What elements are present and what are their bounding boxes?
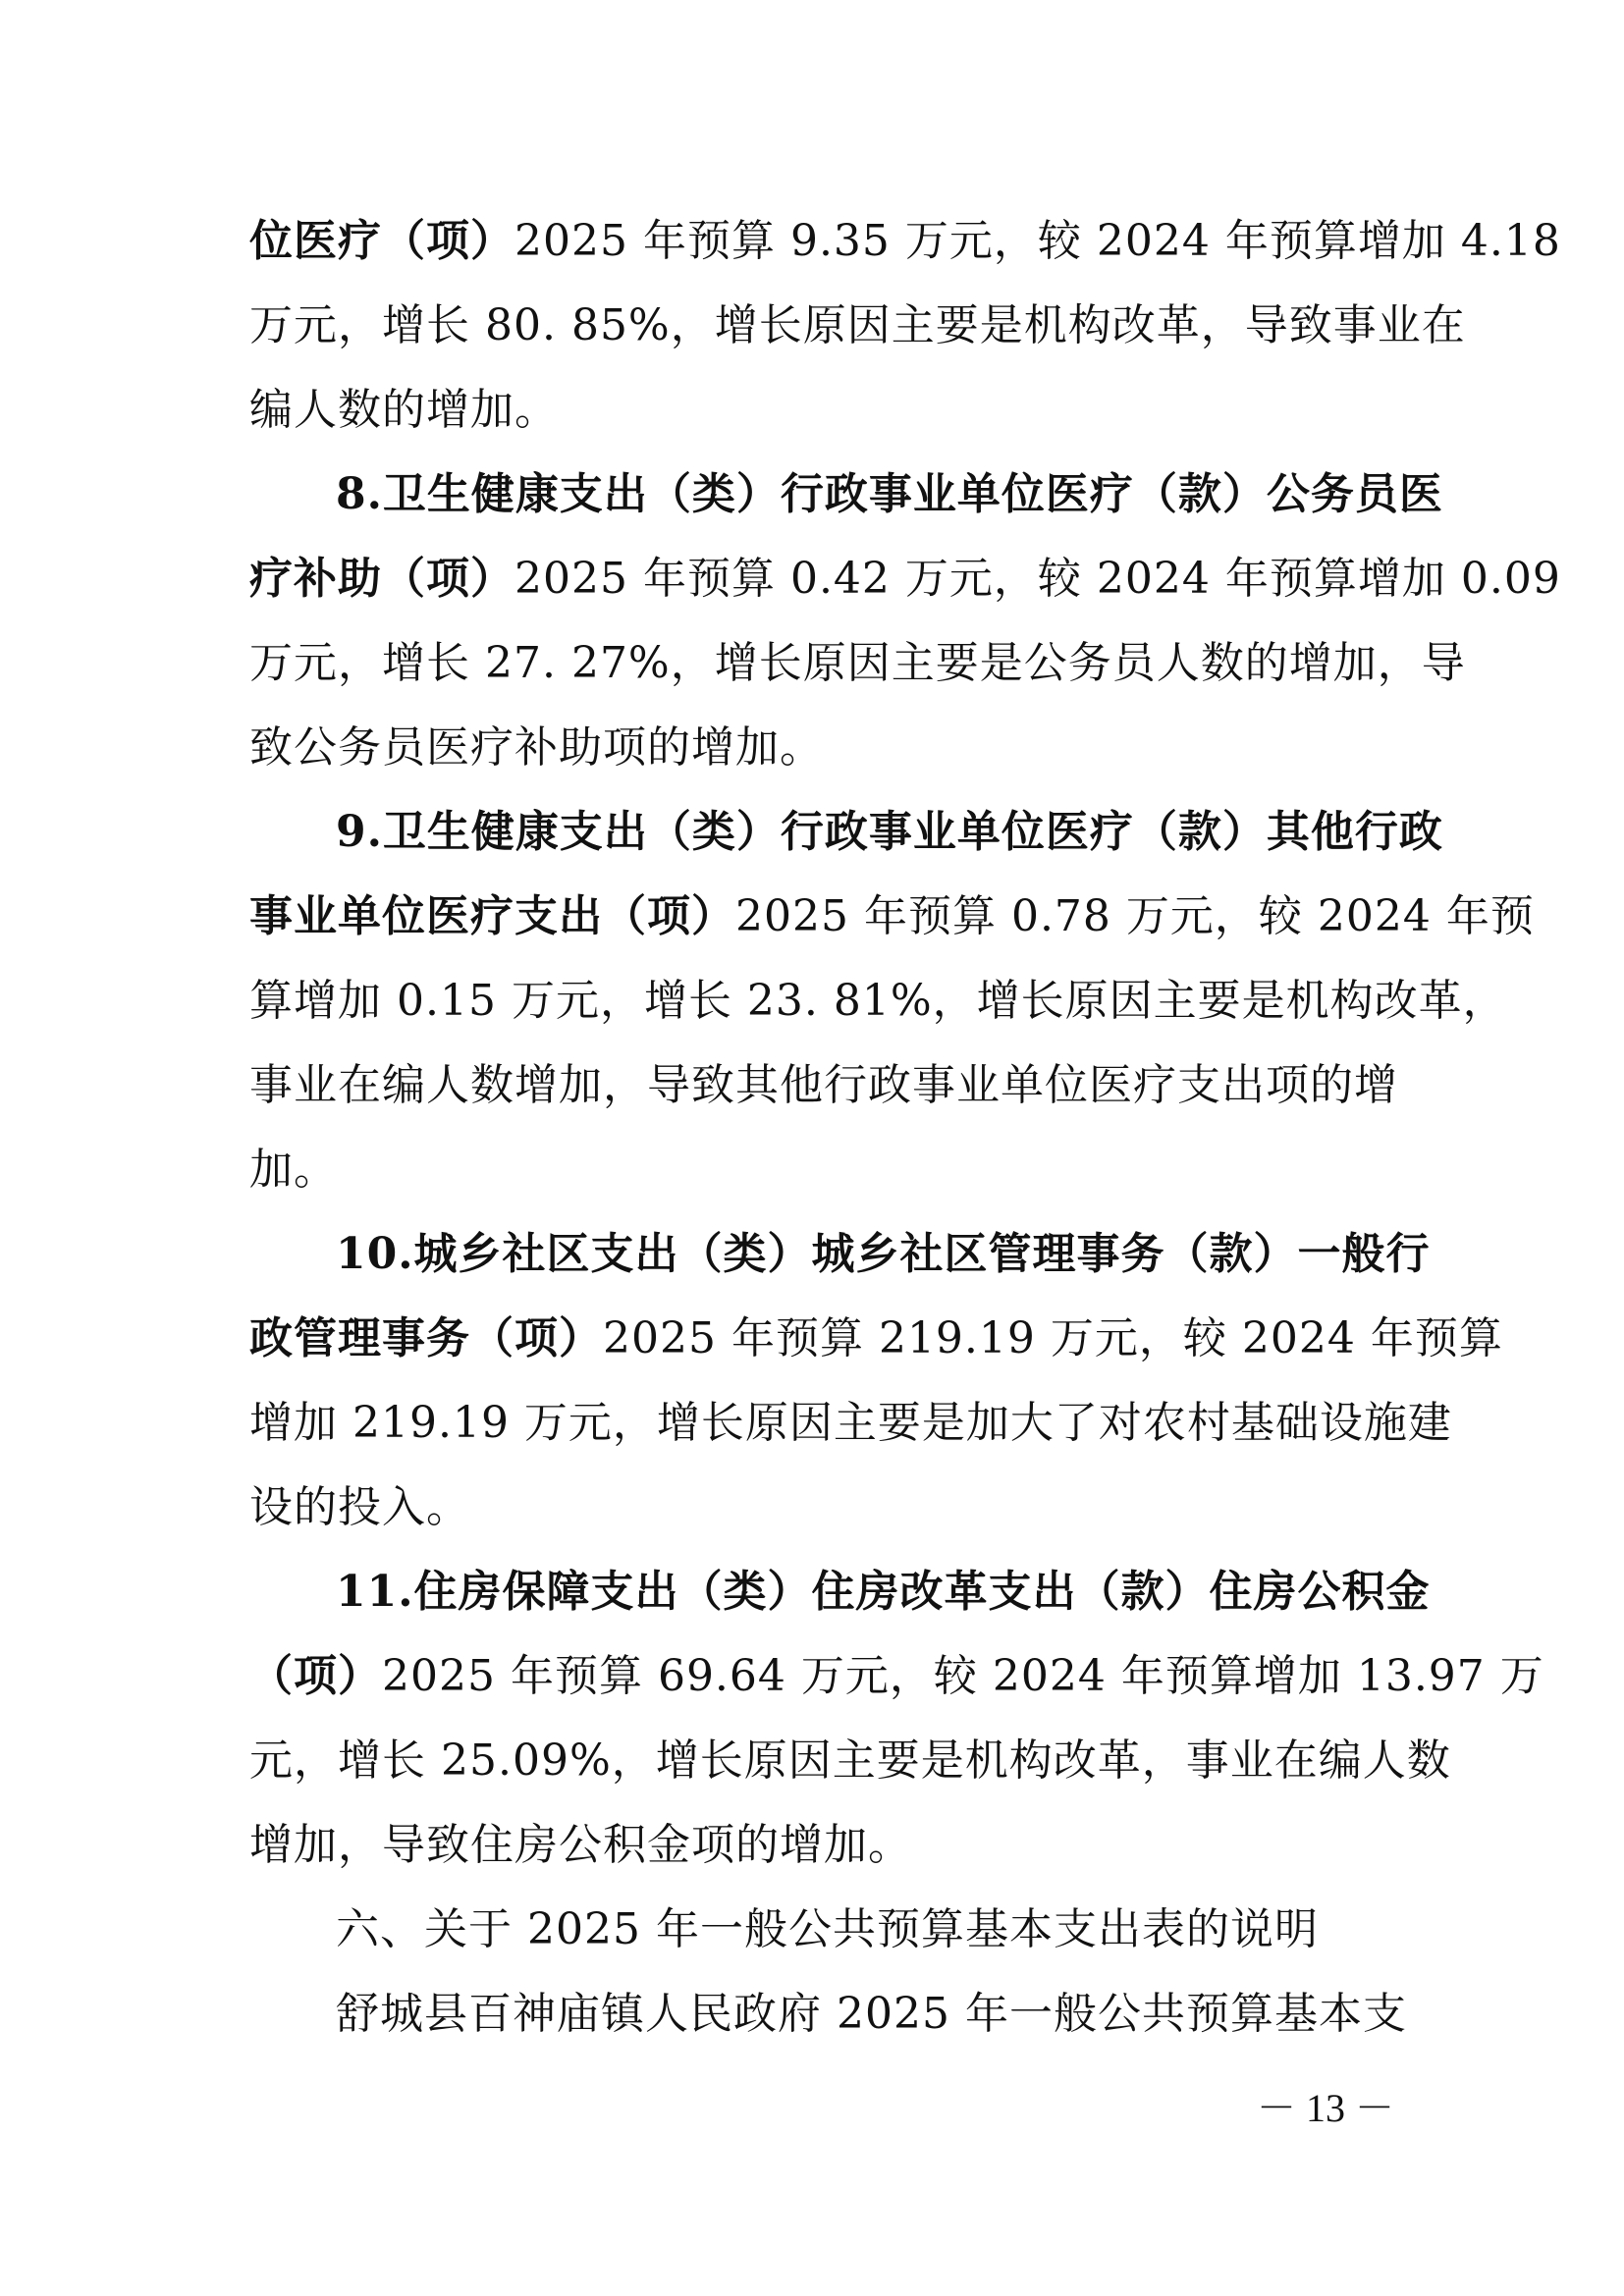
bold-heading-text: 疗补助（项）	[249, 554, 514, 604]
body-text: 2025 年预算 0.78 万元，较 2024 年预	[735, 891, 1535, 941]
body-text: 增加，导致住房公积金项的增加。	[249, 1820, 912, 1870]
text-line	[249, 1816, 1388, 1875]
body-text: 编人数的增加。	[249, 385, 559, 435]
text-line	[336, 803, 1443, 862]
text-line	[249, 1141, 1388, 1200]
body-text: 2025 年预算 219.19 万元，较 2024 年预算	[603, 1313, 1503, 1363]
body-text: 六、关于 2025 年一般公共预算基本支出表的说明	[336, 1904, 1319, 1954]
text-line	[249, 212, 1561, 271]
text-line	[249, 550, 1561, 609]
bold-heading-text: 10.城乡社区支出（类）城乡社区管理事务（款）一般行	[336, 1229, 1431, 1279]
text-line	[336, 465, 1443, 524]
body-text: 算增加 0.15 万元，增长 23. 81%，增长原因主要是机构改革，	[249, 976, 1507, 1026]
text-line	[249, 381, 1388, 440]
body-text: 2025 年预算 9.35 万元，较 2024 年预算增加 4.18	[514, 216, 1561, 266]
body-text: 事业在编人数增加，导致其他行政事业单位医疗支出项的增	[249, 1060, 1398, 1110]
bold-heading-text: 事业单位医疗支出（项）	[249, 891, 735, 941]
body-text: 元，增长 25.09%，增长原因主要是机构改革，事业在编人数	[249, 1735, 1451, 1786]
text-line	[249, 1309, 1503, 1368]
text-line	[249, 1394, 1452, 1453]
body-text: 万元，增长 27. 27%，增长原因主要是公务员人数的增加，导	[249, 638, 1466, 688]
text-line	[249, 296, 1466, 355]
text-line	[249, 719, 1388, 777]
text-line	[249, 1478, 1388, 1537]
body-text: 致公务员医疗补助项的增加。	[249, 722, 824, 773]
body-text: 2025 年预算 0.42 万元，较 2024 年预算增加 0.09	[514, 554, 1561, 604]
bold-heading-text: 11.住房保障支出（类）住房改革支出（款）住房公积金	[336, 1567, 1431, 1617]
bold-heading-text: 政管理事务（项）	[249, 1313, 603, 1363]
body-text: 万元，增长 80. 85%，增长原因主要是机构改革，导致事业在	[249, 300, 1466, 350]
text-line	[249, 972, 1507, 1031]
text-line	[249, 1056, 1398, 1115]
body-text: 设的投入。	[249, 1482, 470, 1532]
section-heading	[336, 1900, 1388, 1959]
bold-heading-text: 9.卫生健康支出（类）行政事业单位医疗（款）其他行政	[336, 807, 1443, 857]
text-line	[336, 1985, 1407, 2044]
body-text: 增加 219.19 万元，增长原因主要是加大了对农村基础设施建	[249, 1398, 1452, 1448]
text-line	[249, 1647, 1544, 1706]
text-line	[336, 1563, 1431, 1622]
bold-heading-text: 位医疗（项）	[249, 216, 514, 266]
page-number: － 13 －	[1257, 2086, 1394, 2130]
body-text: 舒城县百神庙镇人民政府 2025 年一般公共预算基本支	[336, 1989, 1407, 2039]
text-line	[336, 1225, 1431, 1284]
body-text: 加。	[249, 1145, 338, 1195]
body-text: 2025 年预算 69.64 万元，较 2024 年预算增加 13.97 万	[382, 1651, 1544, 1701]
text-line	[249, 634, 1466, 693]
text-line	[249, 1732, 1451, 1790]
bold-heading-text: （项）	[249, 1651, 382, 1701]
text-line	[249, 887, 1535, 946]
bold-heading-text: 8.卫生健康支出（类）行政事业单位医疗（款）公务员医	[336, 469, 1443, 519]
